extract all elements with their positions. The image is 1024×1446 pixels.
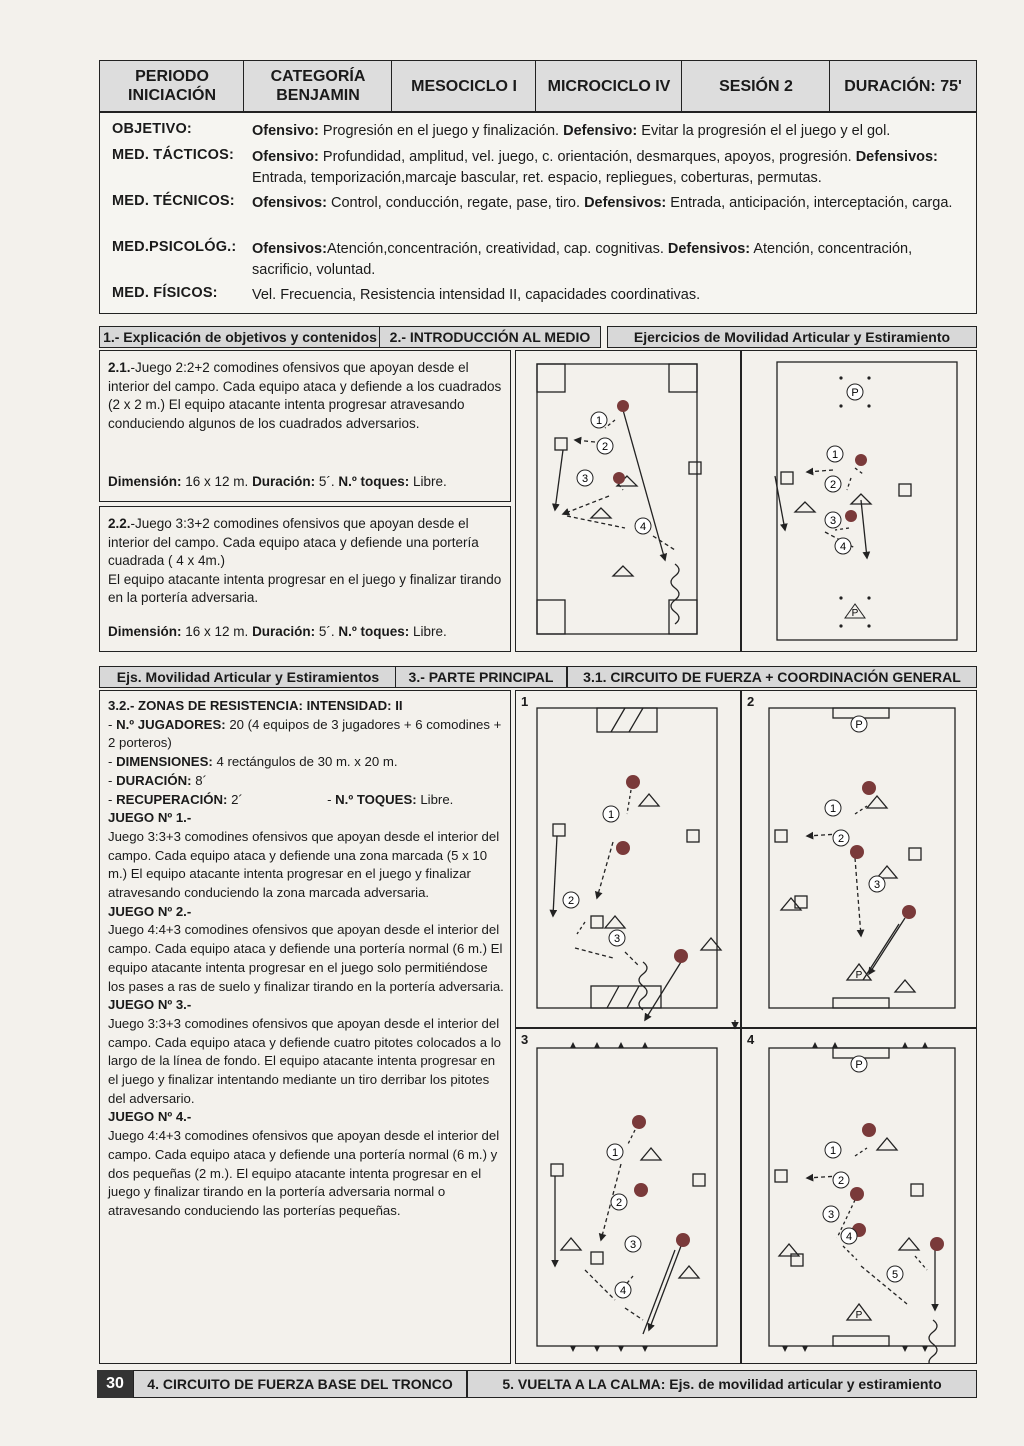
mark-m2-1: 1	[829, 803, 837, 815]
header-sesion: SESIÓN 2	[681, 60, 831, 112]
objective-label: OBJETIVO:	[112, 121, 192, 137]
page	[97, 60, 977, 1400]
objective-text: Ofensivo: Progresión en el juego y finalización. Defensivo: Evitar la progresión el el juego y el gol.	[252, 123, 891, 139]
header-categoria: CATEGORÍA BENJAMIN	[243, 60, 393, 112]
bar-parte-principal: 3.- PARTE PRINCIPAL	[395, 666, 567, 688]
mark-m1-1: 1	[607, 809, 615, 821]
main-diagrams	[515, 690, 977, 1364]
ex21-box	[99, 350, 511, 502]
mark-m4-4: 4	[845, 1231, 853, 1243]
technical-text: Ofensivos: Control, conducción, regate, pase, tiro. Defensivos: Entrada, anticipación, interceptación, carga.	[252, 195, 953, 211]
tactical-label: MED. TÁCTICOS:	[112, 147, 235, 163]
mark-m3-4: 4	[619, 1285, 627, 1297]
psych-text: Ofensivos:Atención,concentración, creatividad, cap. cognitivas. Defensivos: Atención, concentración, sacrificio, voluntad.	[252, 241, 913, 278]
intro-diagrams	[515, 350, 977, 652]
tactical-text: Ofensivo: Profundidad, amplitud, vel. juego, c. orientación, desmarques, apoyos, progresión. Defensivos: Entrada, temporización,marcaje bascular, ret. espacio, repliegues, coberturas, permutas.	[252, 149, 938, 186]
mark-m2-2: 2	[837, 833, 845, 845]
mark-22-1: 1	[831, 449, 839, 461]
mark-2: 2	[601, 441, 609, 453]
page-number: 30	[97, 1370, 133, 1398]
bar-movilidad: Ejercicios de Movilidad Articular y Estiramiento	[607, 326, 977, 348]
field-number-2: 2	[747, 694, 755, 709]
mark-m1-2: 2	[567, 895, 575, 907]
bar-fuerza-tronco: 4. CIRCUITO DE FUERZA BASE DEL TRONCO	[133, 1370, 467, 1398]
header-microciclo: MICROCICLO IV	[535, 60, 683, 112]
mark-22-3: 3	[829, 515, 837, 527]
physical-text: Vel. Frecuencia, Resistencia intensidad II, capacidades coordinativas.	[252, 287, 701, 303]
mark-3: 3	[581, 473, 589, 485]
ex21-text: 2.1.-Juego 2:2+2 comodines ofensivos que apoyan desde el interior del campo. Cada equipo ataca y defiende a los cuadrados (2 x 2 m.) El equipo atacante intenta progresar atravesando conduciendo algunos de los cuadrados adversarios.	[108, 360, 502, 431]
psych-label: MED.PSICOLÓG.:	[112, 239, 237, 255]
mark-m4-1: 1	[829, 1145, 837, 1157]
mark-22-4: 4	[839, 541, 847, 553]
main-text-box	[99, 690, 511, 1364]
technical-label: MED. TÉCNICOS:	[112, 193, 235, 209]
mark-m4-2: 2	[837, 1175, 845, 1187]
mark-4: 4	[639, 521, 647, 533]
p-m4-bottom: P	[855, 1310, 863, 1321]
mark-m1-3: 3	[613, 933, 621, 945]
mark-m3-1: 1	[611, 1147, 619, 1159]
field-22	[775, 362, 957, 640]
physical-label: MED. FÍSICOS:	[112, 285, 218, 301]
bar-explicacion: 1.- Explicación de objetivos y contenidos	[99, 326, 381, 348]
mark-1: 1	[595, 415, 603, 427]
main-text: 3.2.- ZONAS DE RESISTENCIA: INTENSIDAD: II - N.º JUGADORES: 20 (4 equipos de 3 jugadores + 6 comodines + 2 porteros) - DIMENSIONES: 4 rectángulos de 30 m. x 20 m. - DURACIÓN: 8´ - RECUPERACIÓN: 2´ - N.º TOQUES: Libre. JUEGO Nº 1.- Juego 3:3+3 comodines ofensivos que apoyan desde el interior del campo. Cada equipo ataca y defiende una zona marcada (5 x 10 m.) El equipo atacante intenta progresar en el juego y finalizar atravesando conduciendo la zona marcada adversaria. JUEGO Nº 2.- Juego 4:4+3 comodines ofensivos que apoyan desde el interior del campo. Cada equipo ataca y defiende una portería normal (6 m.) El equipo atacante intenta progresar en el juego solo permitiéndose los pases a ras de suelo y finalizar tirando en la portería adversaria. JUEGO Nº 3.- Juego 3:3+3 comodines ofensivos que apoyan desde el interior del campo. Cada equipo ataca y defiende cuatro pitotes colocados a lo largo de la línea de fondo. El equipo atacante intenta progresar en el juego y finalizar intentando mediante un tiro derribar los pitotes del adversario. JUEGO Nº 4.- Juego 4:4+3 comodines ofensivos que apoyan desde el interior del campo. Cada equipo ataca y defiende una portería normal (6 m.) y dos pequeñas (2 m.). El equipo atacante intenta progresar en el juego y finalizar tirando en la portería adversaria normal o atravesando conduciendo las porterías pequeñas.	[108, 698, 504, 1218]
mark-m4-5: 5	[891, 1269, 899, 1281]
p-m2-top: P	[855, 719, 863, 731]
header-duracion: DURACIÓN: 75'	[829, 60, 977, 112]
p-m2-bottom: P	[855, 970, 863, 981]
mark-m3-2: 2	[615, 1197, 623, 1209]
bar-introduccion: 2.- INTRODUCCIÓN AL MEDIO	[379, 326, 601, 348]
p-m4-top: P	[855, 1059, 863, 1071]
ex21-dimension: Dimensión: 16 x 12 m. Duración: 5´. N.º toques: Libre.	[108, 474, 447, 489]
goalkeeper-p-top: P	[851, 387, 859, 399]
objectives-box	[99, 112, 977, 314]
ex22-dimension: Dimensión: 16 x 12 m. Duración: 5´. N.º toques: Libre.	[108, 624, 447, 639]
mark-22-2: 2	[829, 479, 837, 491]
mark-m2-3: 3	[873, 879, 881, 891]
field-number-3: 3	[521, 1032, 529, 1047]
field-number-4: 4	[747, 1032, 755, 1047]
mark-m3-3: 3	[629, 1239, 637, 1251]
ex22-text: 2.2.-Juego 3:3+2 comodines ofensivos que apoyan desde el interior del campo. Cada equipo ataca y defiende una portería cuadrada ( 4 x 4m.) El equipo atacante intenta progresar en el juego y finalizar tirando en la portería adversaria.	[108, 516, 502, 605]
bar-vuelta-calma: 5. VUELTA A LA CALMA: Ejs. de movilidad articular y estiramiento	[467, 1370, 977, 1398]
mark-m4-3: 3	[827, 1209, 835, 1221]
bar-ejs-movilidad: Ejs. Movilidad Articular y Estiramientos	[99, 666, 397, 688]
goalkeeper-p-bottom: P	[851, 608, 859, 619]
ex22-box	[99, 506, 511, 652]
field-number-1: 1	[521, 694, 529, 709]
header-periodo: PERIODO INICIACIÓN	[99, 60, 245, 112]
header-mesociclo: MESOCICLO I	[391, 60, 537, 112]
bar-circuito: 3.1. CIRCUITO DE FUERZA + COORDINACIÓN GENERAL	[567, 666, 977, 688]
